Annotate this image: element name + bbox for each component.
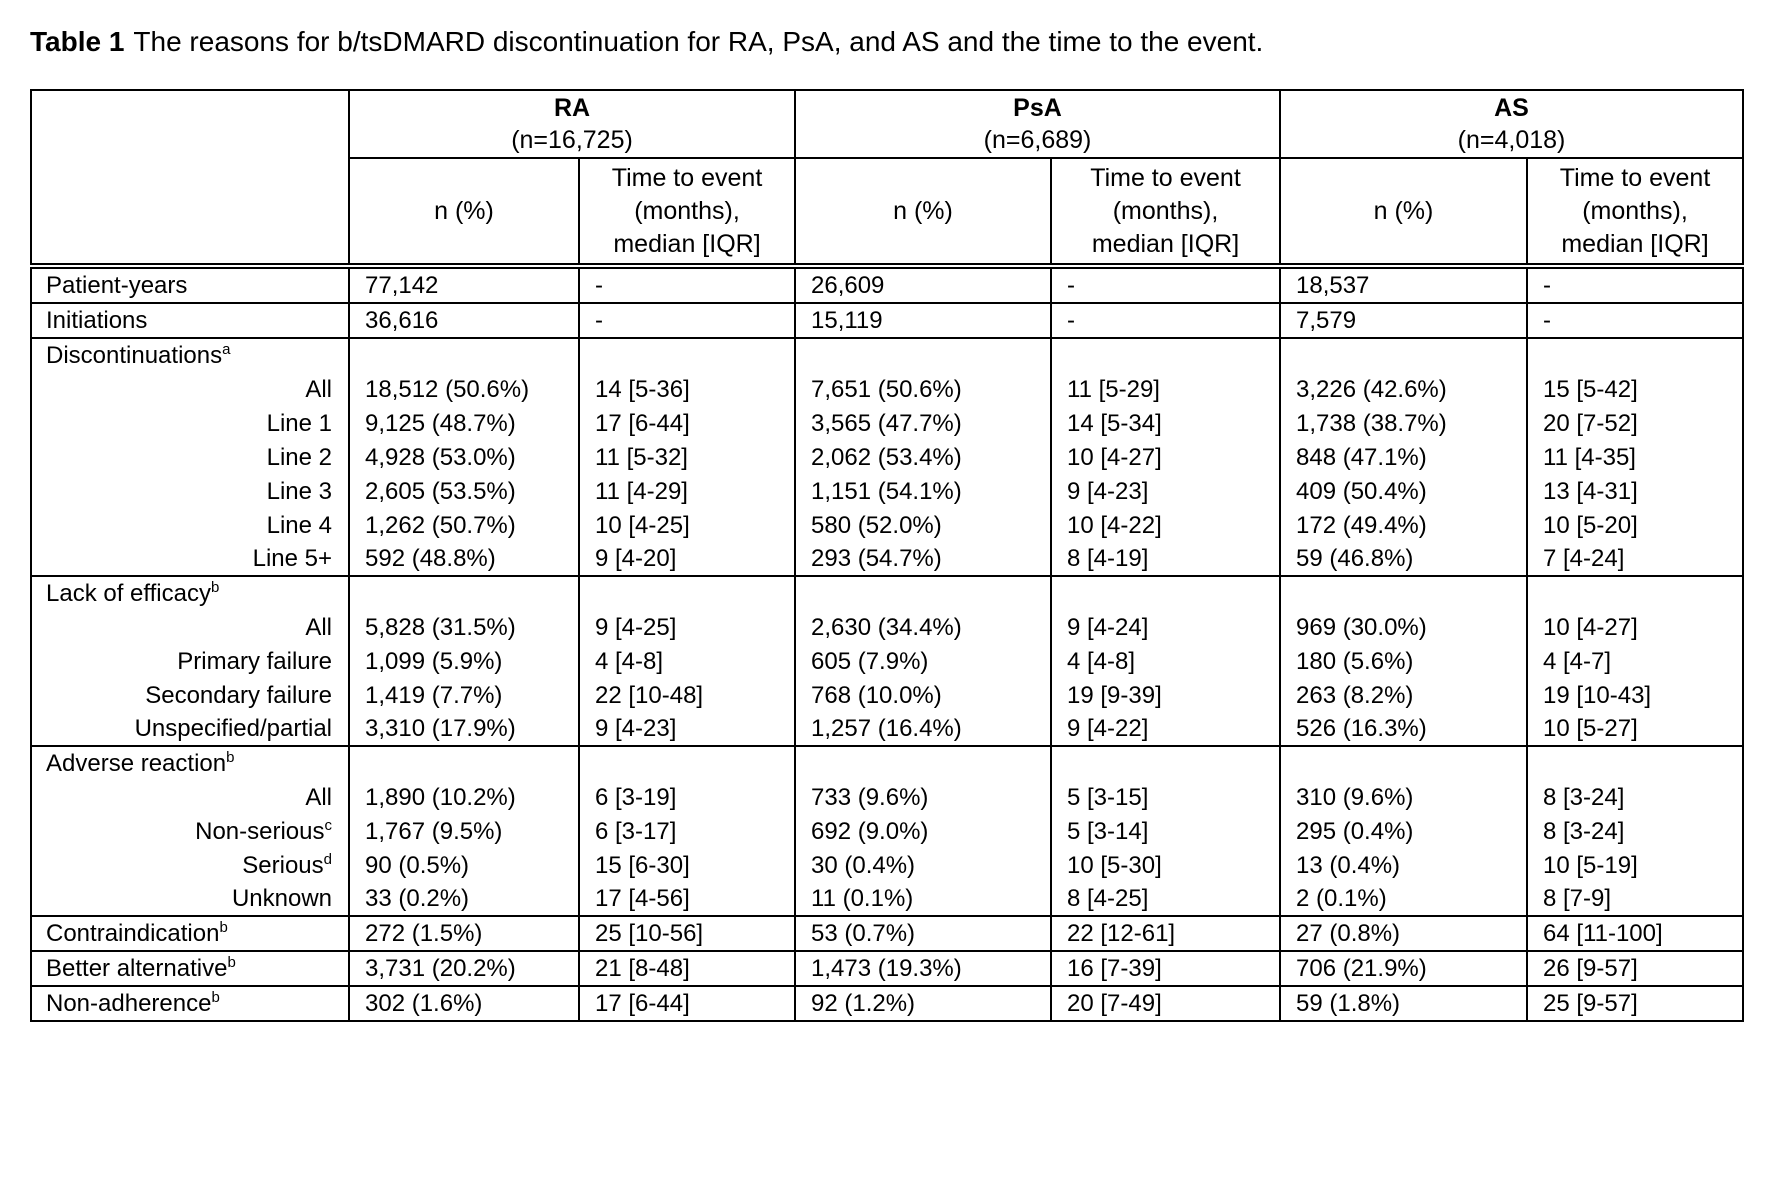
group-header-psa: [795, 90, 1280, 158]
table-body: [31, 266, 1743, 1021]
data-cell: 15 [5-42]: [1527, 372, 1743, 406]
data-cell: [579, 746, 795, 780]
data-cell: 1,419 (7.7%): [349, 678, 579, 712]
group-name-psa: PsA: [1013, 94, 1062, 122]
data-cell: 4 [4-8]: [1051, 644, 1280, 678]
data-cell: 2,605 (53.5%): [349, 474, 579, 508]
data-cell: 605 (7.9%): [795, 644, 1051, 678]
section-label: [31, 576, 349, 610]
data-cell: 733 (9.6%): [795, 780, 1051, 814]
section-header-row: [31, 576, 1743, 610]
data-cell: 8 [7-9]: [1527, 882, 1743, 916]
data-cell: 526 (16.3%): [1280, 712, 1527, 746]
row-label: [31, 406, 349, 440]
data-cell: [579, 576, 795, 610]
row-label-text: Serious: [242, 851, 324, 879]
row-label: [31, 372, 349, 406]
corner-cell: [31, 90, 349, 266]
col-header-n-label: n (%): [893, 196, 953, 225]
data-cell: 64 [11-100]: [1527, 916, 1743, 951]
footnote-marker: a: [222, 341, 231, 358]
row-label: [31, 644, 349, 678]
data-cell: 692 (9.0%): [795, 814, 1051, 848]
row-label-text: Adverse reaction: [46, 750, 227, 777]
data-cell: 92 (1.2%): [795, 986, 1051, 1021]
table-row: [31, 542, 1743, 576]
data-cell: 1,890 (10.2%): [349, 780, 579, 814]
data-cell: -: [1051, 303, 1280, 338]
data-cell: 409 (50.4%): [1280, 474, 1527, 508]
table-caption-text: The reasons for b/tsDMARD discontinuation for RA, PsA, and AS and the time to the event.: [133, 26, 1264, 57]
row-label: [31, 780, 349, 814]
data-cell: 1,767 (9.5%): [349, 814, 579, 848]
data-cell: 5 [3-15]: [1051, 780, 1280, 814]
row-label: [31, 474, 349, 508]
section-label: [31, 746, 349, 780]
data-cell: 11 (0.1%): [795, 882, 1051, 916]
data-cell: [1280, 576, 1527, 610]
data-cell: 9 [4-23]: [1051, 474, 1280, 508]
data-cell: 19 [9-39]: [1051, 678, 1280, 712]
data-cell: 10 [5-27]: [1527, 712, 1743, 746]
data-cell: 10 [5-30]: [1051, 848, 1280, 882]
table-row: [31, 508, 1743, 542]
data-cell: 2 (0.1%): [1280, 882, 1527, 916]
data-cell: [1051, 746, 1280, 780]
data-cell: 11 [5-32]: [579, 440, 795, 474]
table-row: [31, 440, 1743, 474]
data-cell: 768 (10.0%): [795, 678, 1051, 712]
data-cell: 10 [4-22]: [1051, 508, 1280, 542]
col-header-n-as: [1280, 158, 1527, 266]
row-label: [31, 712, 349, 746]
data-cell: 33 (0.2%): [349, 882, 579, 916]
table-row: [31, 848, 1743, 882]
data-cell: 5 [3-14]: [1051, 814, 1280, 848]
data-cell: 27 (0.8%): [1280, 916, 1527, 951]
row-label: [31, 610, 349, 644]
col-header-time-line: median [IQR]: [1561, 229, 1709, 258]
data-cell: 180 (5.6%): [1280, 644, 1527, 678]
row-label-text: All: [305, 783, 332, 811]
table-row: [31, 712, 1743, 746]
row-label-text: Secondary failure: [145, 681, 332, 709]
data-cell: 5,828 (31.5%): [349, 610, 579, 644]
footnote-marker: b: [219, 919, 228, 936]
data-cell: 969 (30.0%): [1280, 610, 1527, 644]
data-cell: 9 [4-22]: [1051, 712, 1280, 746]
col-header-time-line: (months),: [1582, 196, 1688, 225]
group-name-ra: RA: [553, 94, 591, 122]
table-row: [31, 916, 1743, 951]
data-cell: 1,262 (50.7%): [349, 508, 579, 542]
data-cell: 4 [4-7]: [1527, 644, 1743, 678]
row-label-text: All: [305, 375, 332, 403]
table-row: [31, 372, 1743, 406]
row-label-text: Discontinuations: [46, 342, 223, 369]
data-cell: 10 [4-27]: [1051, 440, 1280, 474]
data-cell: [349, 338, 579, 372]
data-cell: 7,579: [1280, 303, 1527, 338]
data-cell: [1527, 338, 1743, 372]
group-header-row: [31, 90, 1743, 158]
row-label: [31, 266, 349, 303]
data-cell: [1280, 338, 1527, 372]
row-label: [31, 814, 349, 848]
data-cell: 11 [4-29]: [579, 474, 795, 508]
data-cell: 11 [5-29]: [1051, 372, 1280, 406]
row-label: [31, 542, 349, 576]
table-row: [31, 882, 1743, 916]
footnote-marker: b: [211, 989, 220, 1006]
col-header-time-line: Time to event: [611, 163, 763, 192]
data-cell: 8 [3-24]: [1527, 814, 1743, 848]
row-label-text: Line 3: [266, 477, 332, 505]
data-cell: 25 [9-57]: [1527, 986, 1743, 1021]
data-cell: 6 [3-17]: [579, 814, 795, 848]
footnote-marker: b: [210, 579, 220, 596]
row-label-text: Unspecified/partial: [134, 715, 332, 742]
row-label-text: Line 2: [266, 443, 332, 471]
col-header-time-line: median [IQR]: [1091, 229, 1240, 258]
data-cell: 15 [6-30]: [579, 848, 795, 882]
data-cell: [795, 576, 1051, 610]
row-label: [31, 678, 349, 712]
col-header-time-ra: [579, 158, 795, 266]
data-cell: 19 [10-43]: [1527, 678, 1743, 712]
data-cell: -: [1051, 266, 1280, 303]
data-cell: 8 [3-24]: [1527, 780, 1743, 814]
row-label-text: Non-adherence: [46, 990, 212, 1017]
row-label: [31, 986, 349, 1021]
row-label-text: All: [305, 613, 332, 641]
data-cell: 1,738 (38.7%): [1280, 406, 1527, 440]
data-cell: [1051, 338, 1280, 372]
data-cell: 17 [6-44]: [579, 406, 795, 440]
row-label: [31, 848, 349, 882]
data-cell: 272 (1.5%): [349, 916, 579, 951]
data-cell: 706 (21.9%): [1280, 951, 1527, 986]
table-row: [31, 406, 1743, 440]
data-cell: 2,062 (53.4%): [795, 440, 1051, 474]
data-cell: 580 (52.0%): [795, 508, 1051, 542]
row-label: [31, 951, 349, 986]
data-cell: [795, 746, 1051, 780]
data-cell: 11 [4-35]: [1527, 440, 1743, 474]
data-cell: 295 (0.4%): [1280, 814, 1527, 848]
table-row: [31, 678, 1743, 712]
section-header-row: [31, 746, 1743, 780]
data-cell: 16 [7-39]: [1051, 951, 1280, 986]
data-cell: [349, 576, 579, 610]
section-header-row: [31, 338, 1743, 372]
data-cell: 59 (46.8%): [1280, 542, 1527, 576]
data-cell: 13 [4-31]: [1527, 474, 1743, 508]
col-header-n-label: n (%): [434, 196, 494, 225]
row-label-text: Contraindication: [46, 920, 220, 947]
col-header-n-label: n (%): [1373, 196, 1434, 225]
data-cell: 9 [4-20]: [579, 542, 795, 576]
row-label-text: Initiations: [46, 307, 148, 334]
row-label-text: Lack of efficacy: [46, 580, 211, 607]
col-header-n-psa: [795, 158, 1051, 266]
row-label-text: Line 4: [266, 511, 332, 539]
data-cell: 21 [8-48]: [579, 951, 795, 986]
col-header-time-line: Time to event: [1559, 163, 1711, 192]
data-cell: [795, 338, 1051, 372]
data-cell: 1,151 (54.1%): [795, 474, 1051, 508]
table-row: [31, 303, 1743, 338]
data-cell: 8 [4-25]: [1051, 882, 1280, 916]
row-label-text: Non-serious: [195, 817, 325, 845]
row-label-text: Line 1: [266, 409, 332, 437]
col-header-time-psa: [1051, 158, 1280, 266]
data-cell: 59 (1.8%): [1280, 986, 1527, 1021]
footnote-marker: c: [324, 816, 332, 834]
data-cell: [1280, 746, 1527, 780]
data-cell: 53 (0.7%): [795, 916, 1051, 951]
col-header-time-line: Time to event: [1090, 163, 1241, 192]
data-cell: 6 [3-19]: [579, 780, 795, 814]
table-row: [31, 814, 1743, 848]
data-cell: 9 [4-25]: [579, 610, 795, 644]
col-header-n-ra: [349, 158, 579, 266]
row-label-text: Patient-years: [46, 272, 188, 299]
data-cell: 4,928 (53.0%): [349, 440, 579, 474]
table-row: [31, 986, 1743, 1021]
row-label: [31, 916, 349, 951]
row-label-text: Primary failure: [177, 647, 332, 675]
data-cell: 22 [12-61]: [1051, 916, 1280, 951]
data-cell: 18,537: [1280, 266, 1527, 303]
data-cell: 1,257 (16.4%): [795, 712, 1051, 746]
data-table: [30, 89, 1744, 1022]
data-cell: 20 [7-49]: [1051, 986, 1280, 1021]
data-cell: 18,512 (50.6%): [349, 372, 579, 406]
data-cell: 22 [10-48]: [579, 678, 795, 712]
data-cell: 8 [4-19]: [1051, 542, 1280, 576]
row-label: [31, 303, 349, 338]
data-cell: [579, 338, 795, 372]
data-cell: 7 [4-24]: [1527, 542, 1743, 576]
data-cell: 293 (54.7%): [795, 542, 1051, 576]
group-n-as: (n=4,018): [1457, 126, 1566, 154]
group-header-as: [1280, 90, 1743, 158]
table-row: [31, 474, 1743, 508]
table-row: [31, 780, 1743, 814]
data-cell: 9 [4-24]: [1051, 610, 1280, 644]
data-cell: [1527, 746, 1743, 780]
data-cell: 36,616: [349, 303, 579, 338]
data-cell: [1051, 576, 1280, 610]
table-row: [31, 266, 1743, 303]
row-label-text: Unknown: [231, 885, 332, 912]
footnote-marker: b: [227, 954, 236, 971]
data-cell: 848 (47.1%): [1280, 440, 1527, 474]
table-caption-number: Table 1: [30, 26, 125, 57]
data-cell: -: [579, 303, 795, 338]
col-header-time-as: [1527, 158, 1743, 266]
row-label: [31, 508, 349, 542]
data-cell: 1,099 (5.9%): [349, 644, 579, 678]
data-cell: 10 [4-25]: [579, 508, 795, 542]
data-cell: [1527, 576, 1743, 610]
data-cell: 26 [9-57]: [1527, 951, 1743, 986]
data-cell: -: [579, 266, 795, 303]
data-cell: 17 [4-56]: [579, 882, 795, 916]
data-cell: 3,310 (17.9%): [349, 712, 579, 746]
data-cell: 14 [5-36]: [579, 372, 795, 406]
data-cell: 3,226 (42.6%): [1280, 372, 1527, 406]
data-cell: 4 [4-8]: [579, 644, 795, 678]
data-cell: 9 [4-23]: [579, 712, 795, 746]
table-row: [31, 610, 1743, 644]
data-cell: 10 [5-19]: [1527, 848, 1743, 882]
data-cell: 90 (0.5%): [349, 848, 579, 882]
data-cell: 310 (9.6%): [1280, 780, 1527, 814]
table-row: [31, 951, 1743, 986]
row-label: [31, 440, 349, 474]
group-name-as: AS: [1494, 94, 1529, 122]
col-header-time-line: median [IQR]: [613, 229, 761, 258]
group-n-psa: (n=6,689): [983, 126, 1092, 154]
data-cell: 302 (1.6%): [349, 986, 579, 1021]
data-cell: 13 (0.4%): [1280, 848, 1527, 882]
data-cell: 2,630 (34.4%): [795, 610, 1051, 644]
row-label: [31, 882, 349, 916]
table-caption: [30, 22, 1770, 62]
data-cell: 263 (8.2%): [1280, 678, 1527, 712]
data-cell: 9,125 (48.7%): [349, 406, 579, 440]
data-cell: 20 [7-52]: [1527, 406, 1743, 440]
data-cell: 7,651 (50.6%): [795, 372, 1051, 406]
data-cell: 172 (49.4%): [1280, 508, 1527, 542]
col-header-time-line: (months),: [1112, 196, 1219, 225]
data-cell: 26,609: [795, 266, 1051, 303]
group-header-ra: [349, 90, 795, 158]
section-label: [31, 338, 349, 372]
data-cell: 10 [5-20]: [1527, 508, 1743, 542]
table-row: [31, 644, 1743, 678]
row-label-text: Better alternative: [46, 955, 228, 982]
data-cell: -: [1527, 303, 1743, 338]
data-cell: 10 [4-27]: [1527, 610, 1743, 644]
data-cell: 25 [10-56]: [579, 916, 795, 951]
col-header-time-line: (months),: [634, 196, 740, 225]
footnote-marker: d: [323, 850, 332, 868]
data-cell: 14 [5-34]: [1051, 406, 1280, 440]
data-cell: 77,142: [349, 266, 579, 303]
data-cell: 17 [6-44]: [579, 986, 795, 1021]
data-cell: 592 (48.8%): [349, 542, 579, 576]
data-cell: 3,731 (20.2%): [349, 951, 579, 986]
data-cell: 3,565 (47.7%): [795, 406, 1051, 440]
group-n-ra: (n=16,725): [511, 126, 633, 154]
data-cell: [349, 746, 579, 780]
data-cell: -: [1527, 266, 1743, 303]
row-label-text: Line 5+: [252, 545, 332, 572]
footnote-marker: b: [226, 749, 235, 766]
data-cell: 30 (0.4%): [795, 848, 1051, 882]
data-cell: 1,473 (19.3%): [795, 951, 1051, 986]
data-cell: 15,119: [795, 303, 1051, 338]
